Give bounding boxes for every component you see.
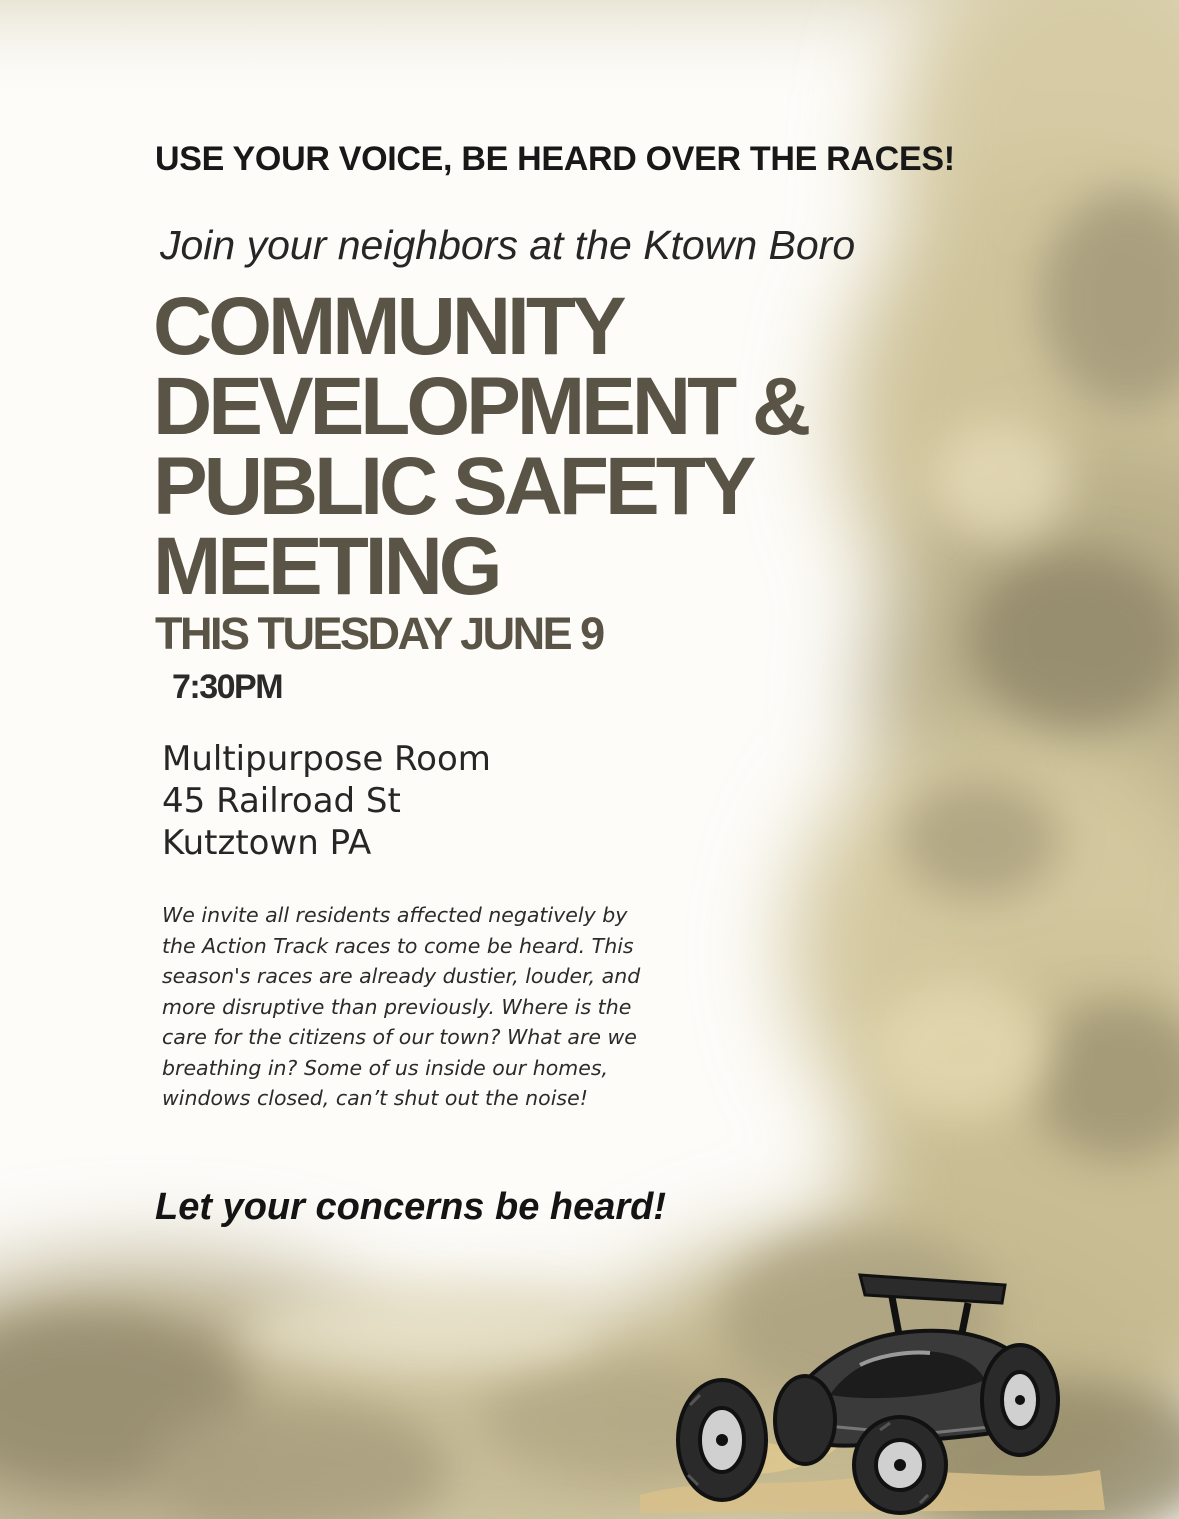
paragraph-line: care for the citizens of our town? What are we (162, 1025, 637, 1049)
meeting-time: 7:30PM (172, 668, 283, 706)
meeting-title-line: MEETING (153, 521, 499, 612)
meeting-title-line: PUBLIC SAFETY (153, 441, 753, 532)
call-to-action: Let your concerns be heard! (155, 1186, 667, 1228)
paragraph-line: more disruptive than previously. Where is the (162, 994, 632, 1019)
race-buggy-icon (630, 1245, 1110, 1515)
venue-address (162, 738, 491, 864)
paragraph-line: windows closed, can’t shut out the noise! (162, 1086, 588, 1110)
tagline-heading: USE YOUR VOICE, BE HEARD OVER THE RACES! (155, 140, 955, 178)
invitation-paragraph (162, 900, 640, 1114)
intro-text: Join your neighbors at the Ktown Boro (160, 222, 856, 268)
meeting-title (153, 281, 808, 612)
paragraph-line: breathing in? Some of us inside our homes, (162, 1055, 609, 1080)
meeting-date: THIS TUESDAY JUNE 9 (155, 608, 603, 659)
meeting-title-line: COMMUNITY (153, 281, 623, 372)
paragraph-line: season's races are already dustier, louder, and (162, 964, 641, 988)
venue-line: 45 Railroad St (162, 781, 401, 821)
paragraph-line: We invite all residents affected negatively by (162, 903, 628, 927)
meeting-title-line: DEVELOPMENT & (153, 361, 808, 452)
venue-line: Kutztown PA (162, 823, 372, 863)
paragraph-line: the Action Track races to come be heard. This (162, 933, 634, 958)
venue-line: Multipurpose Room (162, 739, 491, 779)
